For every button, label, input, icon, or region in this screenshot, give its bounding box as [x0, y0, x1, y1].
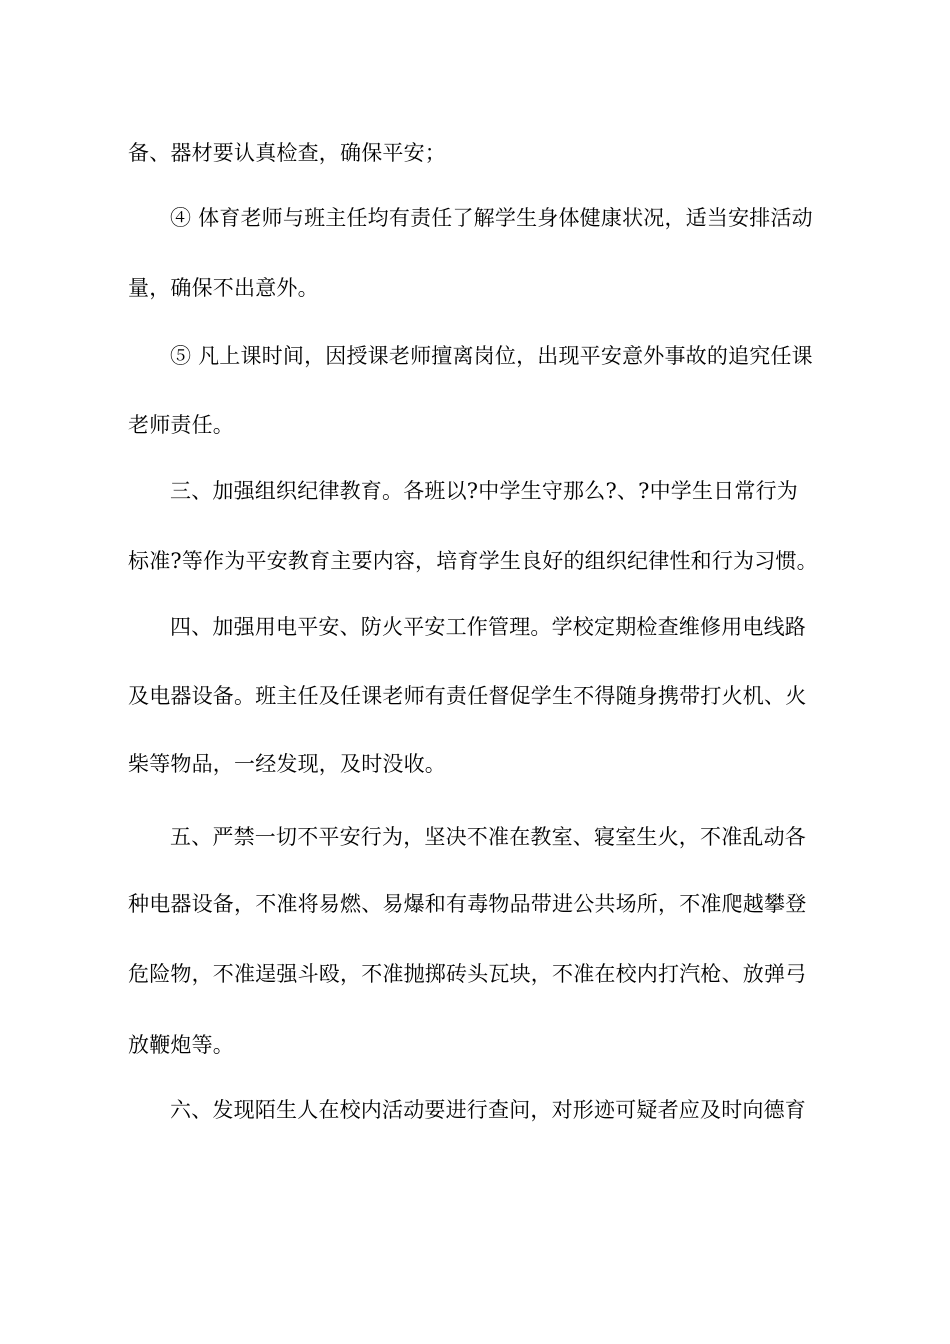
text-line: 放鞭炮等。: [128, 1033, 234, 1057]
text-line: 危险物，不准逞强斗殴，不准抛掷砖头瓦块，不准在校内打汽枪、放弹弓: [128, 962, 807, 986]
text-line: 标准?等作为平安教育主要内容，培育学生良好的组织纪律性和行为习惯。: [128, 549, 818, 573]
text-line: 老师责任。: [128, 413, 234, 437]
text-line: 量，确保不出意外。: [128, 276, 319, 300]
text-line: 及电器设备。班主任及任课老师有责任督促学生不得随身携带打火机、火: [128, 684, 807, 708]
text-line: ⑤ 凡上课时间，因授课老师擅离岗位，出现平安意外事故的追究任课: [170, 344, 813, 368]
text-line: 四、加强用电平安、防火平安工作管理。学校定期检查维修用电线路: [170, 615, 806, 639]
text-line: 种电器设备，不准将易燃、易爆和有毒物品带进公共场所，不准爬越攀登: [128, 892, 807, 916]
text-line: 备、器材要认真检查，确保平安；: [128, 141, 446, 165]
text-line: ④ 体育老师与班主任均有责任了解学生身体健康状况，适当安排活动: [170, 206, 813, 230]
text-line: 三、加强组织纪律教育。各班以?中学生守那么?、?中学生日常行为: [170, 479, 798, 503]
text-line: 五、严禁一切不平安行为，坚决不准在教室、寝室生火，不准乱动各: [170, 825, 806, 849]
text-line: 六、发现陌生人在校内活动要进行查问，对形迹可疑者应及时向德育: [170, 1098, 806, 1122]
text-line: 柴等物品，一经发现，及时没收。: [128, 752, 446, 776]
